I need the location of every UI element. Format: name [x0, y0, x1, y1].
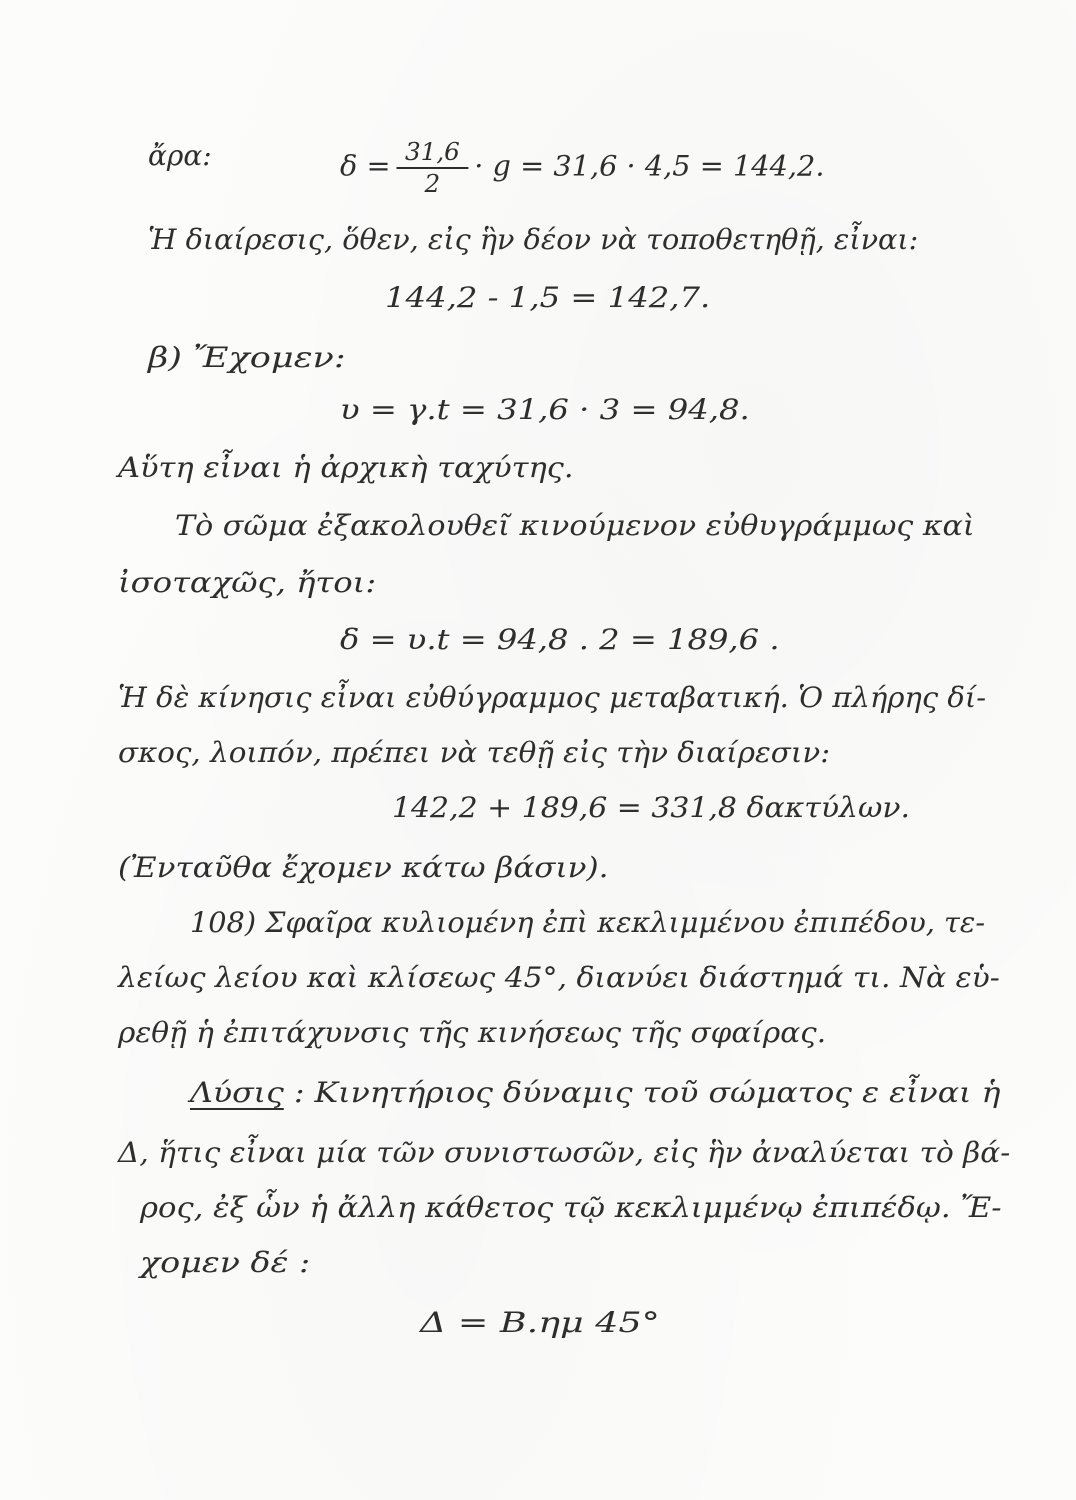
solution-line-3: ρος, ἐξ ὧν ἡ ἄλλη κάθετος τῷ κεκλιμμένῳ ἐπιπέδῳ. Ἔ-	[140, 1191, 1002, 1224]
part-a-statement: Ἡ διαίρεσις, ὅθεν, εἰς ἣν δέον νὰ τοποθετηθῇ, εἶναι:	[148, 223, 919, 256]
remark: (Ἐνταῦθα ἔχομεν κάτω βάσιν).	[118, 851, 609, 884]
velocity-equation: υ = γ.t = 31,6 · 3 = 94,8.	[340, 393, 750, 426]
solution-line-4: χομεν δέ :	[140, 1246, 311, 1279]
eq1-label: ἄρα:	[148, 139, 212, 172]
eq1-rhs: · g = 31,6 · 4,5 = 144,2.	[474, 149, 825, 183]
problem-108-line-1: 108) Σφαῖρα κυλιομένη ἐπὶ κεκλιμμένου ἐπιπέδου, τε-	[190, 906, 986, 939]
problem-108-line-2: λείως λείου καὶ κλίσεως 45°, διανύει διάστημά τι. Νὰ εὑ-	[118, 961, 1000, 994]
eq1-lhs: δ =	[340, 149, 391, 183]
motion-line-2: ἰσοταχῶς, ἤτοι:	[118, 566, 377, 599]
eq1-denominator: 2	[424, 170, 441, 198]
eq1-expression	[340, 138, 825, 198]
solution-line-1-text: : Κινητήριος δύναμις τοῦ σώματος ε εἶναι ἡ	[283, 1076, 1001, 1109]
disk-line-1: Ἡ δὲ κίνησις εἶναι εὐθύγραμμος μεταβατική. Ὁ πλήρης δί-	[118, 681, 987, 714]
velocity-note: Αὕτη εἶναι ἡ ἀρχικὴ ταχύτης.	[118, 451, 574, 484]
motion-line-1: Τὸ σῶμα ἐξακολουθεῖ κινούμενον εὐθυγράμμως καὶ	[175, 509, 975, 542]
eq1-label-line	[148, 138, 218, 174]
final-equation: Δ = Β.ημ 45°	[420, 1306, 660, 1339]
solution-line-1	[190, 1075, 1000, 1111]
solution-line-2: Δ, ἥτις εἶναι μία τῶν συνιστωσῶν, εἰς ἣν ἀναλύεται τὸ βά-	[118, 1136, 1011, 1169]
solution-label: Λύσις	[190, 1076, 284, 1109]
disk-line-2: σκος, λοιπόν, πρέπει νὰ τεθῇ εἰς τὴν διαίρεσιν:	[118, 736, 831, 769]
eq1-fraction	[397, 138, 468, 198]
eq1-numerator: 31,6	[397, 138, 468, 169]
total-equation: 142,2 + 189,6 = 331,8 δακτύλων.	[392, 791, 911, 824]
part-b-heading: β) Ἔχομεν:	[148, 341, 346, 374]
distance-equation: δ = υ.t = 94,8 . 2 = 189,6 .	[340, 623, 780, 656]
part-a-result: 144,2 - 1,5 = 142,7.	[385, 281, 711, 314]
problem-108-line-3: ρεθῇ ἡ ἐπιτάχυνσις τῆς κινήσεως τῆς σφαίρας.	[118, 1016, 827, 1049]
